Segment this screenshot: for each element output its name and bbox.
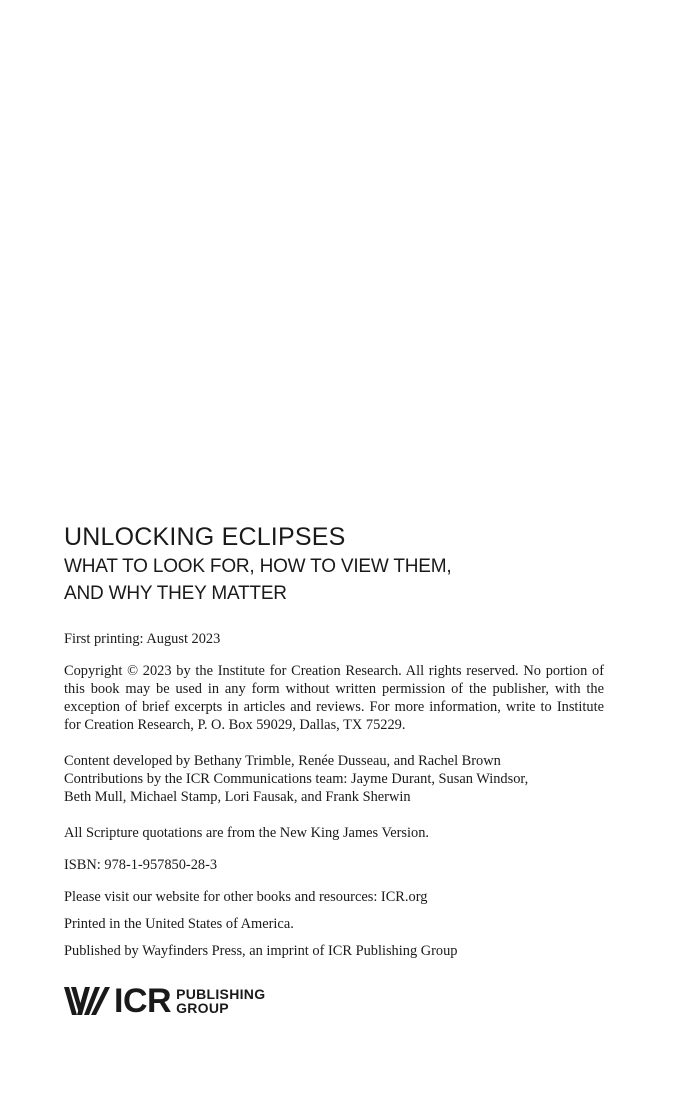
- copyright-text: [64, 630, 604, 969]
- first-printing: First printing: August 2023: [64, 631, 221, 647]
- logo-subtext: [176, 987, 265, 1015]
- credits-line-3: Beth Mull, Michael Stamp, Lori Fausak, and Frank Sherwin: [64, 789, 411, 805]
- credits: [64, 752, 604, 806]
- scripture-note: All Scripture quotations are from the New King James Version.: [64, 825, 430, 841]
- book-title: UNLOCKING ECLIPSES: [64, 523, 346, 551]
- publisher-note: Published by Wayfinders Press, an imprint of ICR Publishing Group: [64, 943, 458, 959]
- book-subtitle-line-2: AND WHY THEY MATTER: [64, 583, 287, 604]
- logo-line-1: PUBLISHING: [176, 986, 266, 1002]
- title-block: [64, 522, 644, 607]
- book-subtitle-line-1: WHAT TO LOOK FOR, HOW TO VIEW THEM,: [64, 556, 452, 577]
- isbn: ISBN: 978-1-957850-28-3: [64, 857, 218, 873]
- icr-publishing-logo: [64, 984, 265, 1018]
- book-subtitle: [64, 553, 644, 607]
- copyright-notice: Copyright © 2023 by the Institute for Creation Research. All rights reserved. No portion of this book may be used in any form without written permission of the publisher, with the exception of brief excerpts in articles and reviews. For more information, write to Institute for Creation Research, P. O. Box 59029, Dallas, TX 75229.: [64, 663, 604, 733]
- printed-note: Printed in the United States of America.: [64, 916, 294, 932]
- credits-line-2: Contributions by the ICR Communications team: Jayme Durant, Susan Windsor,: [64, 771, 529, 787]
- logo-wordmark: ICR: [114, 982, 172, 1020]
- logo-line-2: GROUP: [176, 1000, 229, 1016]
- credits-line-1: Content developed by Bethany Trimble, Renée Dusseau, and Rachel Brown: [64, 753, 501, 769]
- website-note: Please visit our website for other books and resources: ICR.org: [64, 889, 428, 905]
- icr-chevron-logo-icon: [64, 985, 110, 1017]
